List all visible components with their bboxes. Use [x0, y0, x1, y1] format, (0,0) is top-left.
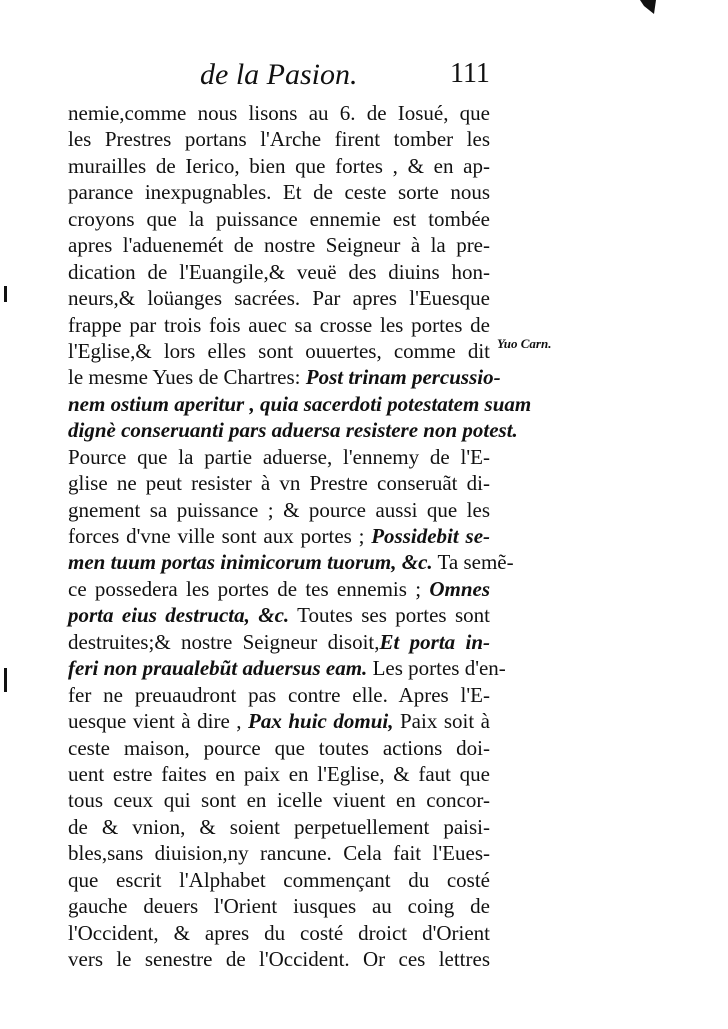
text-line	[68, 946, 490, 972]
text-segment: neurs,& loüanges sacrées. Par apres l'Euesque	[68, 286, 490, 311]
left-edge-mark-lower	[4, 668, 7, 692]
text-line	[68, 549, 514, 575]
text-line	[68, 576, 490, 602]
text-segment: le mesme Yues de Chartres:	[68, 365, 306, 390]
text-line	[68, 232, 490, 258]
text-line	[68, 391, 532, 417]
text-line	[68, 206, 490, 232]
text-line	[68, 787, 490, 813]
text-segment: Pource que la partie aduerse, l'ennemy de l'E-	[68, 444, 490, 469]
text-segment: ceste maison, pource que toutes actions doi-	[68, 735, 490, 760]
text-line	[68, 417, 518, 443]
latin-quotation: Post trinam percussio-	[305, 365, 501, 390]
text-segment: Les portes d'en-	[367, 656, 506, 681]
text-segment: vers le senestre de l'Occident. Or ces lettres	[68, 947, 490, 971]
text-segment: uesque vient à dire ,	[68, 709, 249, 734]
latin-quotation: porta eius destructa, &c.	[68, 603, 290, 628]
text-line	[68, 893, 490, 919]
text-segment: fer ne preuaudront pas contre elle. Apres l'E-	[68, 682, 490, 707]
text-segment: dication de l'Euangile,& veuë des diuins hon-	[68, 259, 490, 284]
text-line	[68, 179, 490, 205]
text-line	[68, 470, 490, 496]
text-segment: de & vnion, & soient perpetuellement paisi-	[68, 814, 490, 839]
text-line	[68, 497, 490, 523]
text-line	[68, 153, 490, 179]
text-segment: forces d'vne ville sont aux portes ;	[68, 524, 372, 548]
text-segment: murailles de Ierico, bien que fortes , & en ap-	[68, 153, 490, 178]
text-segment: apres l'aduenemét de nostre Seigneur à la pre-	[68, 233, 490, 258]
text-line	[68, 338, 490, 364]
text-segment: tous ceux qui sont en icelle viuent en concor-	[68, 788, 490, 813]
latin-quotation: nem ostium aperitur , quia sacerdoti potestatem suam	[68, 391, 532, 416]
latin-quotation: men tuum portas inimicorum tuorum, &c.	[68, 550, 433, 575]
text-line	[68, 708, 490, 734]
latin-quotation: Possidebit se-	[371, 524, 491, 548]
text-segment: nemie,comme nous lisons au 6. de Iosué, que	[68, 101, 490, 125]
text-line	[68, 444, 490, 470]
text-line	[68, 523, 490, 549]
text-segment: parance inexpugnables. Et de ceste sorte nous	[68, 180, 490, 205]
margin-note: Yuo Carn.	[497, 336, 552, 351]
latin-quotation: feri non praualebũt aduersus eam.	[68, 656, 368, 681]
text-line	[68, 312, 490, 338]
text-line	[68, 602, 490, 628]
running-head	[200, 58, 490, 98]
text-line	[68, 840, 490, 866]
text-segment: ce possedera les portes de tes ennemis ;	[68, 576, 430, 601]
text-segment: l'Occident, & apres du costé droict d'Orient	[68, 920, 490, 945]
text-line	[68, 364, 501, 390]
text-segment: frappe par trois fois auec sa crosse les portes de	[68, 312, 490, 337]
text-segment: croyons que la puissance ennemie est tombée	[68, 206, 490, 231]
text-segment: Ta semẽ-	[432, 550, 514, 575]
text-segment: uent estre faites en paix en l'Eglise, & faut que	[68, 761, 490, 786]
latin-quotation: Et porta in-	[379, 629, 491, 654]
text-segment: Toutes ses portes sont	[289, 603, 490, 628]
text-segment: les Prestres portans l'Arche firent tomber les	[68, 127, 490, 152]
text-segment: gnement sa puissance ; & pource aussi que les	[68, 497, 490, 522]
text-line	[68, 682, 490, 708]
corner-fold-mark	[640, 0, 656, 14]
left-edge-mark-upper	[4, 286, 7, 302]
text-segment: gauche deuers l'Orient iusques au coing de	[68, 894, 490, 919]
text-line	[68, 126, 490, 152]
latin-quotation: dignè conseruanti pars aduersa resistere non potest.	[68, 418, 518, 443]
text-line	[68, 655, 506, 681]
text-segment: glise ne peut resister à vn Prestre conseruãt di-	[68, 471, 490, 496]
text-line	[68, 259, 490, 285]
text-line	[68, 867, 490, 893]
text-line	[68, 761, 490, 787]
text-segment: que escrit l'Alphabet commençant du costé	[68, 867, 490, 892]
text-line	[68, 100, 490, 126]
text-segment: destruites;& nostre Seigneur disoit,	[68, 629, 380, 654]
text-segment: Paix soit à	[393, 709, 490, 734]
running-title: de la Pasion.	[200, 58, 358, 91]
text-line	[68, 920, 490, 946]
text-line	[68, 629, 490, 655]
page-number: 111	[450, 58, 490, 89]
text-line	[68, 285, 490, 311]
text-line	[68, 735, 490, 761]
latin-quotation: Pax huic domui,	[248, 709, 394, 734]
latin-quotation: Omnes	[429, 576, 490, 601]
text-line	[68, 814, 490, 840]
text-segment: bles,sans diuision,ny rancune. Cela fait l'Eues-	[68, 841, 490, 866]
text-segment: l'Eglise,& lors elles sont ouuertes, comme dit	[68, 338, 490, 363]
